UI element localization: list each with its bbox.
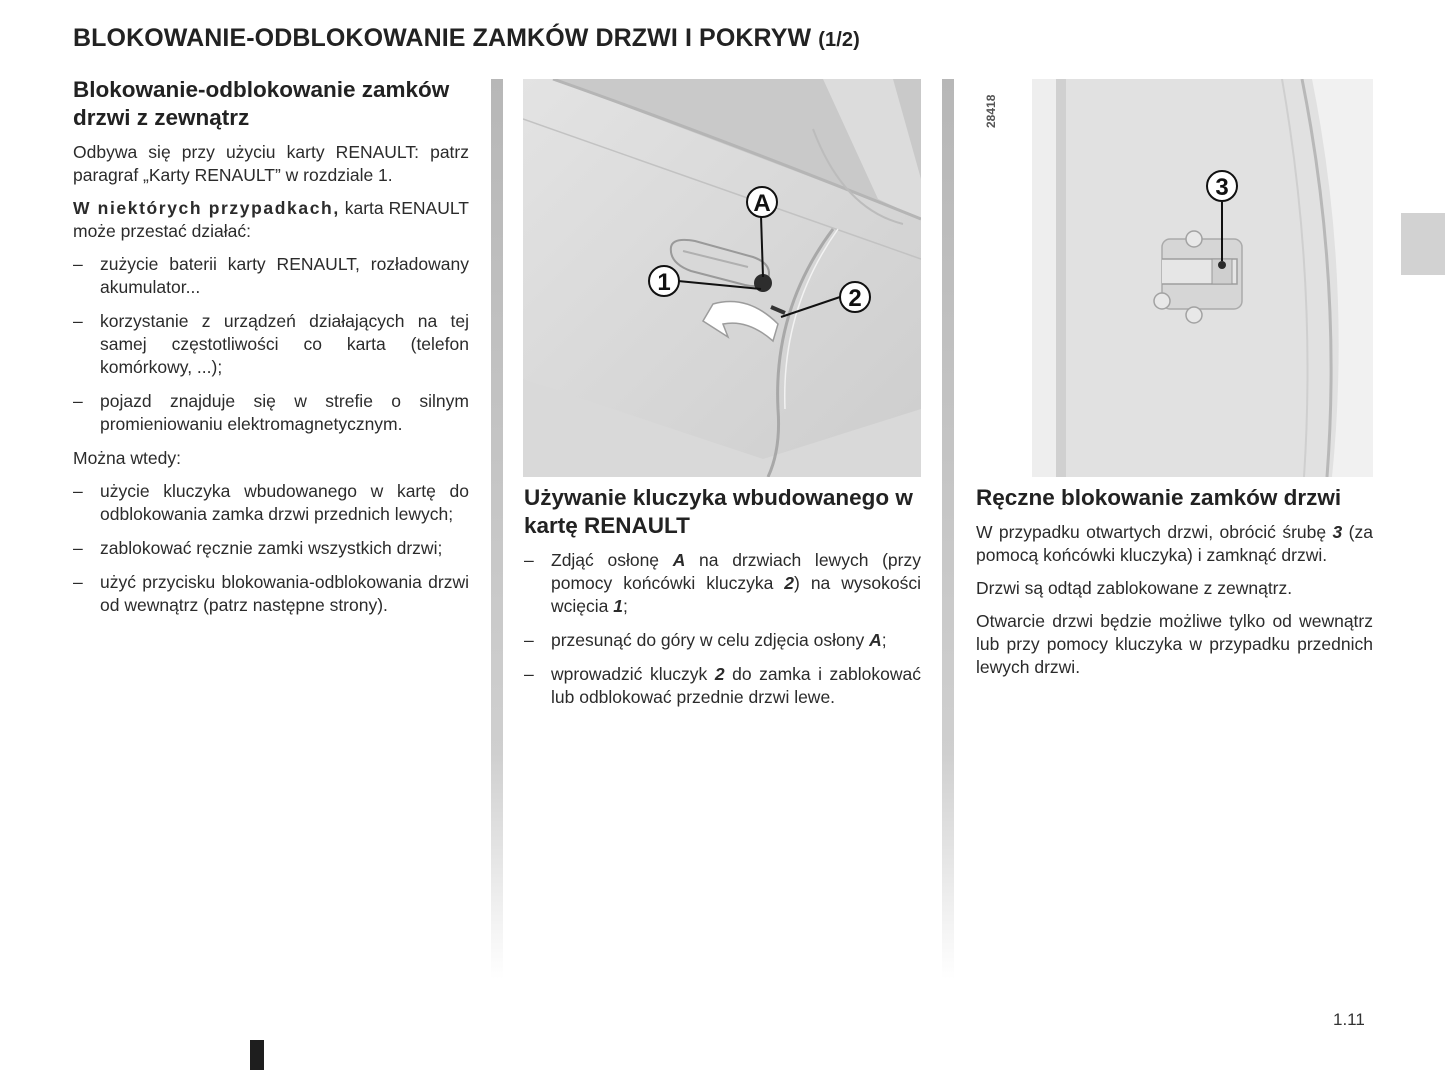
left-list-2 xyxy=(73,480,469,617)
text-run: przesunąć do góry w celu zdjęcia osłony xyxy=(551,630,870,650)
ref-3: 3 xyxy=(1332,522,1343,542)
right-para-3: Otwarcie drzwi będzie możliwe tylko od wewnątrz lub przy pomocy kluczyka w przypadku przednich lewych drzwi. xyxy=(976,611,1373,677)
right-para-2: Drzwi są odtąd zablokowane z zewnątrz. xyxy=(976,578,1293,598)
page-title-suffix: (1/2) xyxy=(818,29,860,51)
list-item: – użycie kluczyka wbudowanego w kartę do odblokowania zamka drzwi przednich lewych; xyxy=(73,480,469,526)
callout-3: 3 xyxy=(1215,174,1229,201)
list-item: – zablokować ręcznie zamki wszystkich drzwi; xyxy=(73,537,469,560)
list-item xyxy=(524,629,921,652)
text-run: do zamka i zablokować lub odblokować przednie drzwi lewe. xyxy=(551,664,921,707)
ref-a: A xyxy=(672,550,686,570)
left-column xyxy=(73,76,469,628)
page-title-text: BLOKOWANIE-ODBLOKOWANIE ZAMKÓW DRZWI I POKRYW xyxy=(73,24,812,52)
callout-a: A xyxy=(753,190,771,217)
list-item: – użyć przycisku blokowania-odblokowania drzwi od wewnątrz (patrz następne strony). xyxy=(73,571,469,617)
page-title xyxy=(73,24,860,53)
left-para-2 xyxy=(73,197,469,243)
door-handle-illustration xyxy=(523,79,921,477)
list-item: – korzystanie z urządzeń działających na tej samej częstotliwości co karta (telefon komórkowy, ...); xyxy=(73,310,469,379)
left-para-2-bold: W niektórych przypadkach, xyxy=(73,198,340,218)
text-run: wprowadzić kluczyk xyxy=(551,664,715,684)
left-para-3: Można wtedy: xyxy=(73,448,181,468)
list-item xyxy=(524,549,921,618)
list-item: – zużycie baterii karty RENAULT, rozładowany akumulator... xyxy=(73,253,469,299)
middle-heading: Używanie kluczyka wbudowanego w kartę RENAULT xyxy=(524,485,913,538)
left-heading: Blokowanie-odblokowanie zamków drzwi z zewnątrz xyxy=(73,77,450,130)
list-item xyxy=(524,663,921,709)
text-run: (za pomocą końcówki kluczyka) i zamknąć drzwi. xyxy=(976,522,1373,565)
right-para-1 xyxy=(976,521,1373,567)
left-para-2-rest: karta RENAULT może przestać działać: xyxy=(73,198,469,241)
page-number: 1.11 xyxy=(1333,1010,1365,1029)
left-para-1: Odbywa się przy użyciu karty RENAULT: patrz paragraf „Karty RENAULT” w rozdziale 1. xyxy=(73,142,469,185)
ref-2: 2 xyxy=(714,664,725,684)
door-lock-illustration xyxy=(1032,79,1373,477)
right-column xyxy=(976,484,1373,689)
callout-1: 1 xyxy=(657,269,671,296)
ref-2: 2 xyxy=(784,573,795,593)
text-run: ) na wysokości wcięcia xyxy=(551,573,921,616)
list-item: – pojazd znajduje się w strefie o silnym promieniowaniu elektromagnetycznym. xyxy=(73,390,469,436)
left-list-1 xyxy=(73,253,469,436)
right-heading: Ręczne blokowanie zamków drzwi xyxy=(976,485,1342,510)
chapter-tab xyxy=(1401,213,1445,275)
column-separator-2 xyxy=(942,79,954,979)
figure-door-handle xyxy=(523,79,921,477)
figure-door-lock xyxy=(1032,79,1373,477)
ref-a: A xyxy=(869,630,882,650)
text-run: ; xyxy=(881,630,887,650)
text-run: W przypadku otwartych drzwi, obrócić śrubę xyxy=(976,522,1333,542)
middle-column xyxy=(524,484,921,720)
text-run: ; xyxy=(622,596,628,616)
middle-list xyxy=(524,549,921,709)
figure-2-code: 28418 xyxy=(984,94,998,128)
text-run: Zdjąć osłonę xyxy=(551,550,673,570)
column-separator-1 xyxy=(491,79,503,979)
print-mark xyxy=(250,1040,264,1070)
ref-1: 1 xyxy=(613,596,623,616)
text-run: na drzwiach lewych (przy pomocy końcówki kluczyka xyxy=(551,550,921,593)
callout-2: 2 xyxy=(848,285,862,312)
